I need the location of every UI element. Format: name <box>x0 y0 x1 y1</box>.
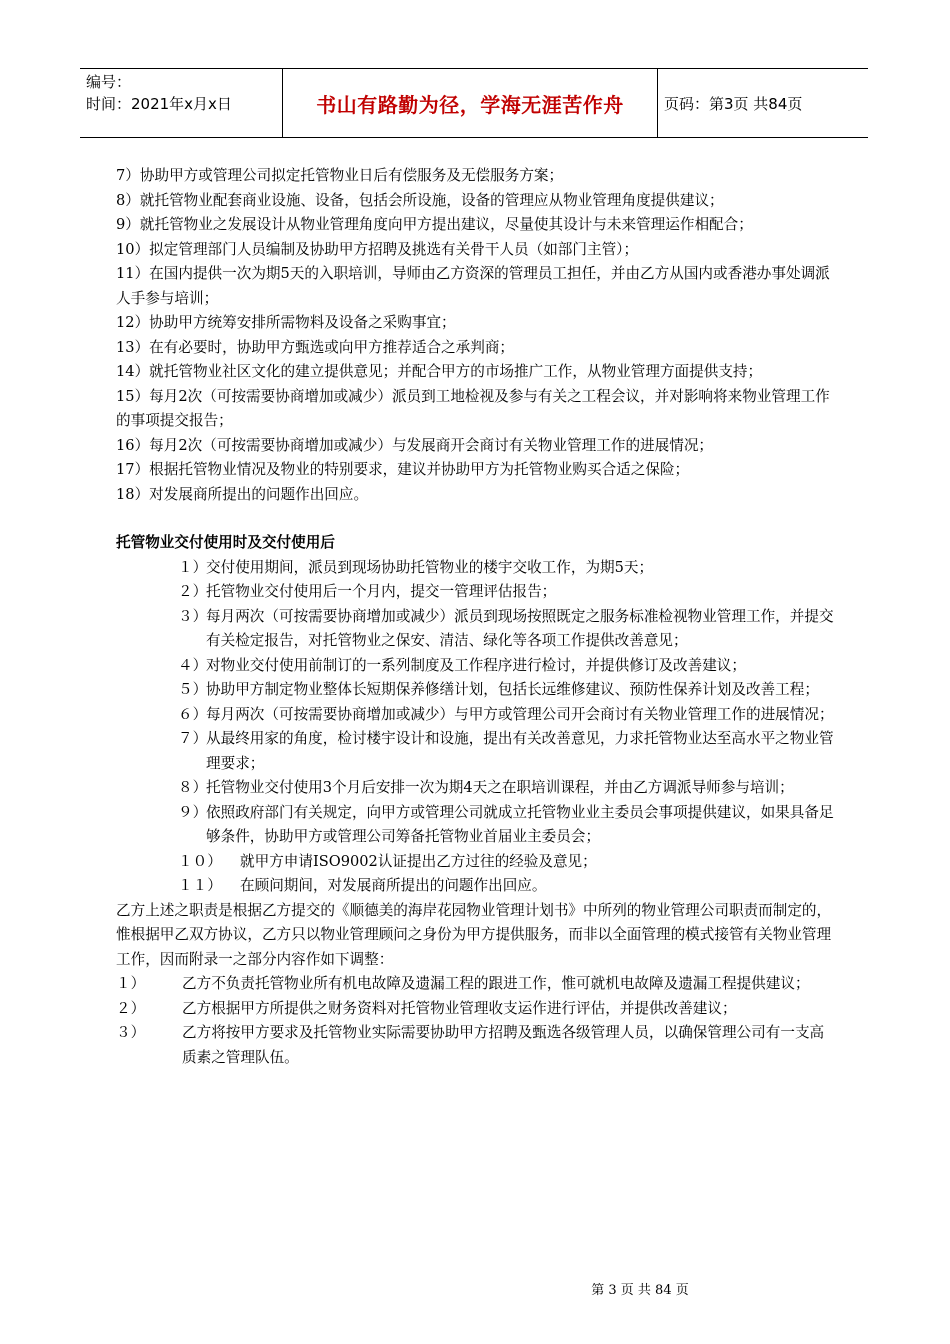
list-item-text: 乙方将按甲方要求及托管物业实际需要协助甲方招聘及甄选各级管理人员，以确保管理公司有一支高质素之管理队伍。 <box>182 1024 825 1066</box>
list-item: 16）每月2次（可按需要协商增加或减少）与发展商开会商讨有关物业管理工作的进展情况； <box>116 436 714 454</box>
list-item <box>116 678 836 703</box>
list-item-number: ３） <box>116 1024 146 1041</box>
list-item <box>116 580 836 605</box>
list-item-number: １） <box>116 975 146 992</box>
list-item <box>116 972 834 997</box>
list-item <box>116 703 836 728</box>
page-footer: 第 3 页 共 84 页 <box>591 1283 689 1298</box>
list-item: 13）在有必要时，协助甲方甄选或向甲方推荐适合之承判商； <box>116 338 515 356</box>
list-item-number: １０） <box>178 852 222 870</box>
list-item-text: 乙方不负责托管物业所有机电故障及遗漏工程的跟进工作，惟可就机电故障及遗漏工程提供建议； <box>182 975 810 992</box>
section-heading: 托管物业交付使用时及交付使用后 <box>116 534 335 551</box>
list-item <box>116 850 836 875</box>
list-item: 7）协助甲方或管理公司拟定托管物业日后有偿服务及无偿服务方案； <box>116 167 564 184</box>
duty-list-handover <box>116 556 836 899</box>
header-motto: 书山有路勤为径，学海无涯苦作舟 <box>282 69 658 137</box>
list-item <box>116 1021 834 1070</box>
list-item: 17）根据托管物业情况及物业的特别要求，建议并协助甲方为托管物业购买合适之保险； <box>116 461 690 478</box>
list-item-text: 每月两次（可按需要协商增加或减少）与甲方或管理公司开会商讨有关物业管理工作的进展情况； <box>206 705 834 723</box>
list-item <box>116 605 836 654</box>
list-item-text: 托管物业交付使用后一个月内，提交一管理评估报告； <box>206 583 557 600</box>
list-item-text: 每月两次（可按需要协商增加或减少）派员到现场按照既定之服务标准检视物业管理工作，并提交有关检定报告，对托管物业之保安、清洁、绿化等各项工作提供改善意见； <box>206 607 834 649</box>
list-item-number: ４） <box>178 656 208 674</box>
list-item <box>116 801 836 850</box>
list-item <box>116 874 836 899</box>
list-item-number: ２） <box>116 999 146 1017</box>
list-item: 10）拟定管理部门人员编制及协助甲方招聘及挑选有关骨干人员（如部门主管）； <box>116 240 639 258</box>
list-item: 18）对发展商所提出的问题作出回应。 <box>116 485 369 503</box>
list-item-text: 对物业交付使用前制订的一系列制度及工作程序进行检讨，并提供修订及改善建议； <box>206 656 746 674</box>
header-page-info: 页码：第3页 共84页 <box>664 94 803 113</box>
duty-list-pre-handover <box>116 164 836 507</box>
list-item: 9）就托管物业之发展设计从物业管理角度向甲方提出建议，尽量使其设计与未来管理运作相配合； <box>116 216 753 233</box>
list-item <box>116 654 836 679</box>
list-item-text: 乙方根据甲方所提供之财务资料对托管物业管理收支运作进行评估，并提供改善建议； <box>182 999 737 1017</box>
list-item-number: ５） <box>178 681 208 698</box>
serial-label: 编号： <box>86 73 132 91</box>
document-body <box>116 164 836 1070</box>
list-item: 15）每月2次（可按需要协商增加或减少）派员到工地检视及参与有关之工程会议，并对影响将来物业管理工作的事项提交报告； <box>116 387 830 429</box>
list-item-number: ７） <box>178 730 208 747</box>
list-item-number: ９） <box>178 803 208 821</box>
list-item-text: 就甲方申请ISO9002认证提出乙方过往的经验及意见； <box>240 852 597 870</box>
list-item <box>116 727 836 776</box>
list-item <box>116 997 834 1022</box>
list-item <box>116 556 836 581</box>
list-item-text: 在顾问期间，对发展商所提出的问题作出回应。 <box>240 877 547 894</box>
list-item-number: ２） <box>178 583 208 600</box>
list-item-number: １） <box>178 558 208 576</box>
list-item-number: ６） <box>178 705 208 723</box>
list-item-number: １１） <box>178 877 222 894</box>
list-item: 11）在国内提供一次为期5天的入职培训，导师由乙方资深的管理员工担任，并由乙方从国内或香港办事处调派人手参与培训； <box>116 265 830 307</box>
list-item-number: ３） <box>178 607 208 625</box>
list-item-text: 托管物业交付使用3个月后安排一次为期4天之在职培训课程，并由乙方调派导师参与培训； <box>206 779 794 796</box>
list-item-text: 依照政府部门有关规定，向甲方或管理公司就成立托管物业业主委员会事项提供建议，如果具备足够条件，协助甲方或管理公司筹备托管物业首届业主委员会； <box>206 803 834 845</box>
adjustment-paragraph: 乙方上述之职责是根据乙方提交的《顺德美的海岸花园物业管理计划书》中所列的物业管理公司职责而制定的，惟根据甲乙双方协议，乙方只以物业管理顾问之身份为甲方提供服务，而非以全面管理的模式接管有关物业管理工作，因而附录一之部分内容作如下调整： <box>116 901 832 968</box>
list-item: 14）就托管物业社区文化的建立提供意见；并配合甲方的市场推广工作，从物业管理方面提供支持； <box>116 363 763 380</box>
list-item-text: 交付使用期间，派员到现场协助托管物业的楼宇交收工作，为期5天； <box>206 558 654 576</box>
list-item: 12）协助甲方统筹安排所需物料及设备之采购事宜； <box>116 314 456 331</box>
list-item <box>116 776 836 801</box>
header-meta <box>80 69 282 137</box>
list-item-text: 从最终用家的角度，检讨楼宇设计和设施，提出有关改善意见，力求托管物业达至高水平之物业管理要求； <box>206 730 834 772</box>
list-item-number: ８） <box>178 779 208 796</box>
list-item-text: 协助甲方制定物业整体长短期保养修缮计划，包括长远维修建议、预防性保养计划及改善工程； <box>206 681 819 698</box>
page-header <box>80 68 868 138</box>
list-item: 8）就托管物业配套商业设施、设备，包括会所设施，设备的管理应从物业管理角度提供建议； <box>116 191 724 209</box>
adjustment-list <box>116 972 834 1070</box>
time-label: 时间：2021年x月x日 <box>86 95 232 113</box>
